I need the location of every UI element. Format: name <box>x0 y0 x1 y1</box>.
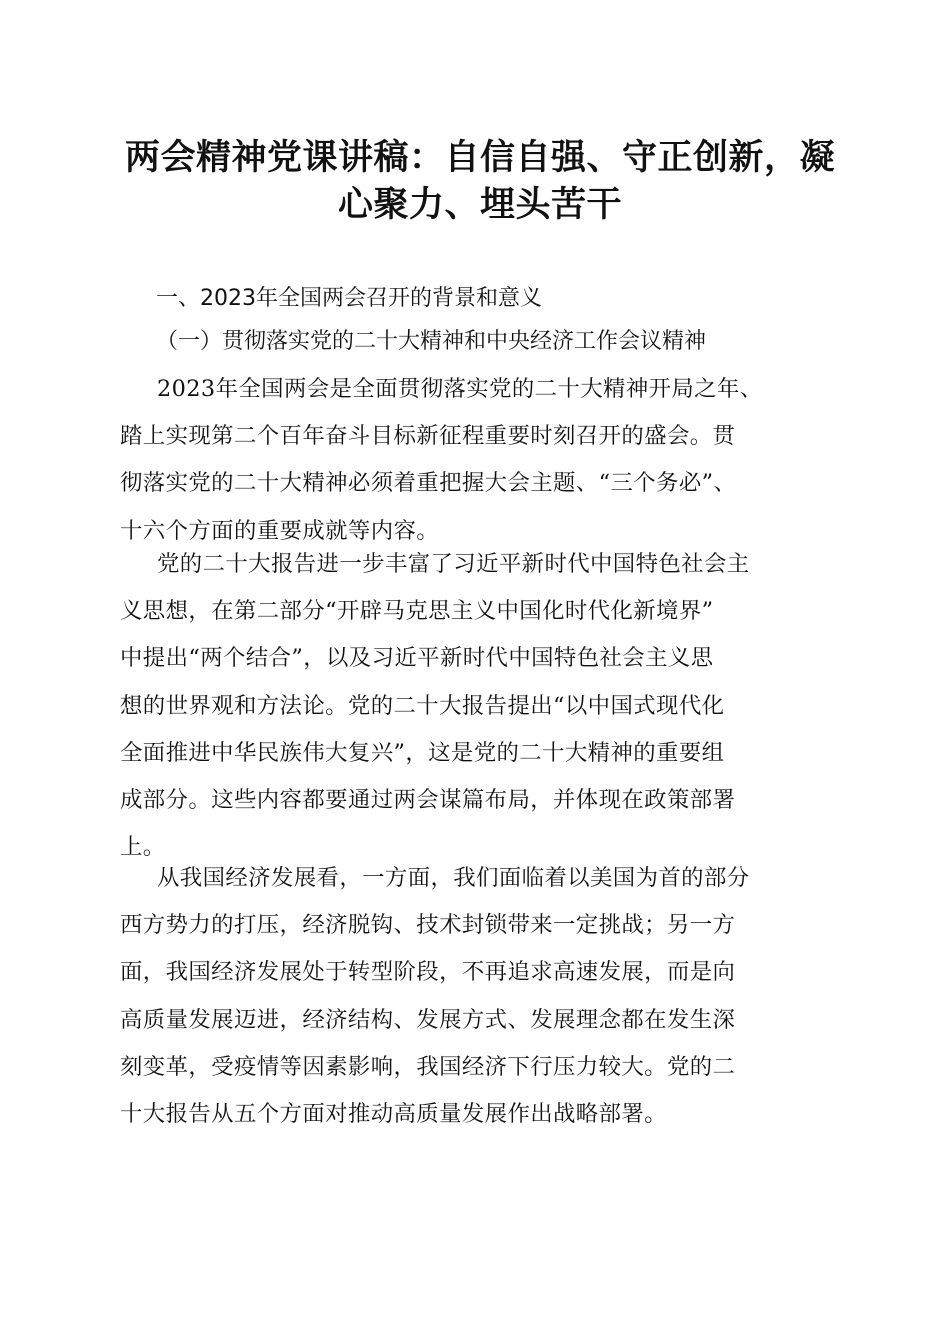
paragraph-line: 十大报告从五个方面对推动高质量发展作出战略部署。 <box>120 1100 667 1127</box>
paragraph-line: 义思想，在第二部分“开辟马克思主义中国化时代化新境界” <box>120 598 714 625</box>
paragraph-line: 刻变革，受疫情等因素影响，我国经济下行压力较大。党的二 <box>120 1053 736 1080</box>
paragraph <box>120 855 850 1138</box>
paragraph-line: 想的世界观和方法论。党的二十大报告提出“以中国式现代化 <box>120 692 725 719</box>
paragraph-line: 面，我国经济发展处于转型阶段，不再追求高速发展，而是向 <box>120 959 736 986</box>
title-line: 两会精神党课讲稿：自信自强、守正创新，凝 <box>124 137 835 178</box>
paragraph-line: 西方势力的打压，经济脱钩、技术封锁带来一定挑战；另一方 <box>120 912 736 939</box>
paragraph-line: 彻落实党的二十大精神必须着重把握大会主题、“三个务必”、 <box>120 470 737 497</box>
paragraph-line: 十六个方面的重要成就等内容。 <box>120 517 440 544</box>
paragraph-line: 中提出“两个结合”，以及习近平新时代中国特色社会主义思 <box>120 645 714 672</box>
paragraph-line: 踏上实现第二个百年奋斗目标新征程重要时刻召开的盛会。贯 <box>120 423 736 450</box>
title-line: 心聚力、埋头苦干 <box>337 184 622 225</box>
section-heading: 一、2023年全国两会召开的背景和意义 <box>156 286 542 311</box>
subsection-heading: （一）贯彻落实党的二十大精神和中央经济工作会议精神 <box>156 329 707 354</box>
paragraph-line: 成部分。这些内容都要通过两会谋篇布局，并体现在政策部署 <box>120 786 736 813</box>
paragraph-line: 党的二十大报告进一步丰富了习近平新时代中国特色社会主 <box>157 551 750 577</box>
paragraph-line: 上。 <box>120 834 166 861</box>
paragraph-line: 2023年全国两会是全面贯彻落实党的二十大精神开局之年、 <box>157 376 763 402</box>
paragraph <box>120 541 850 871</box>
paragraph-line: 全面推进中华民族伟大复兴”，这是党的二十大精神的重要组 <box>120 739 725 766</box>
paragraph <box>120 366 850 555</box>
paragraph-line: 高质量发展迈进，经济结构、发展方式、发展理念都在发生深 <box>120 1006 736 1033</box>
document-title <box>100 134 860 228</box>
paragraph-line: 从我国经济发展看，一方面，我们面临着以美国为首的部分 <box>157 865 750 891</box>
